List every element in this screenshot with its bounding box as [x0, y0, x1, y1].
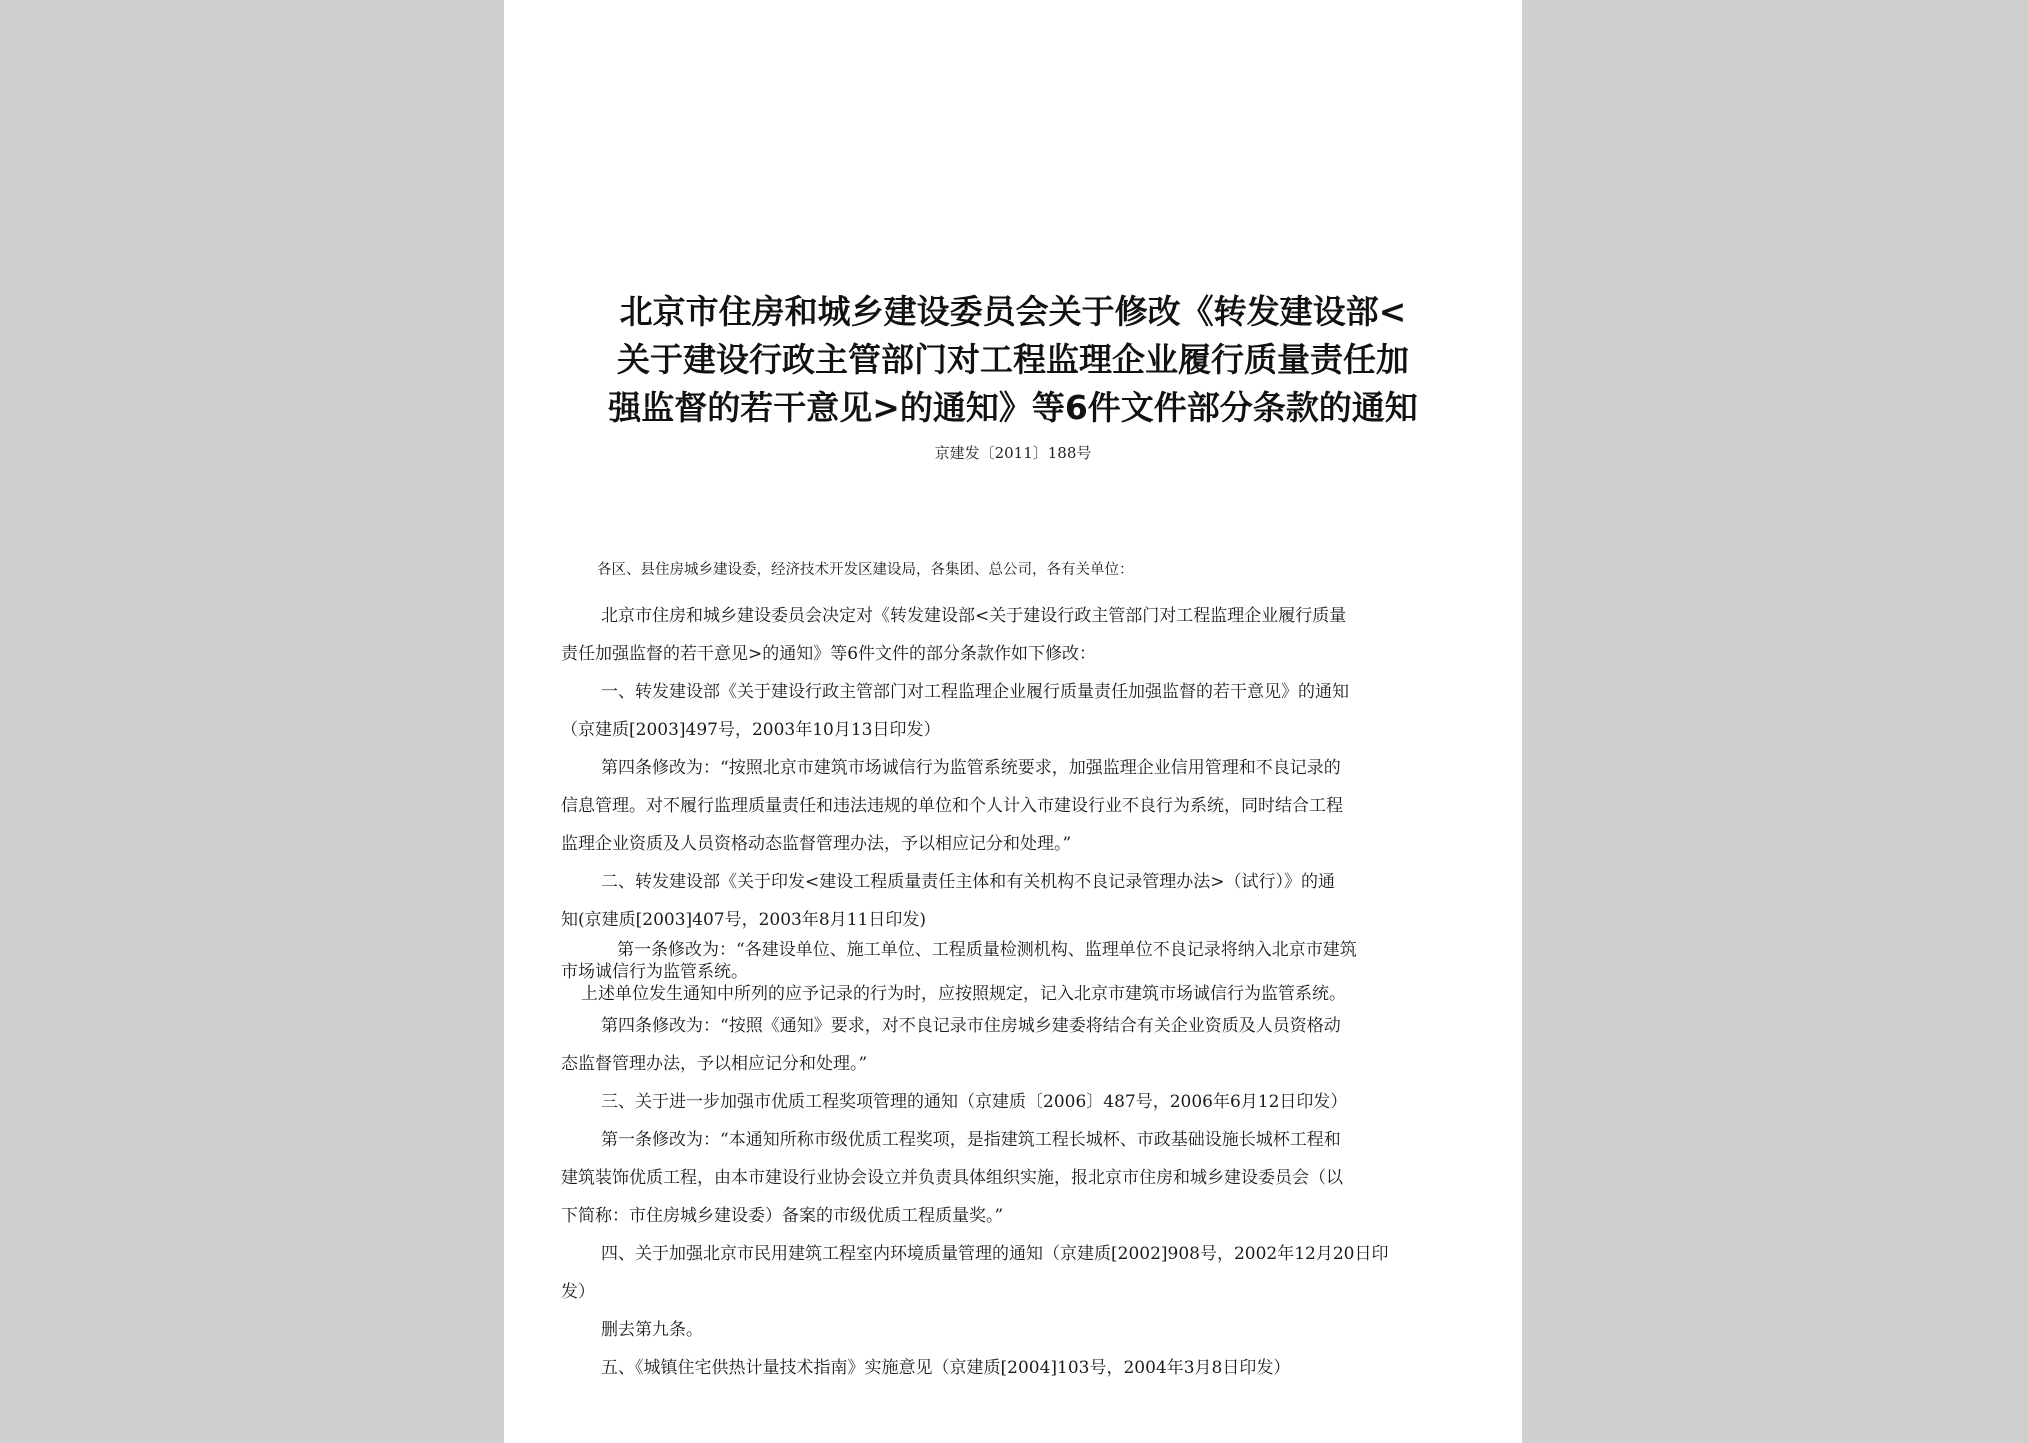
body-line: 监理企业资质及人员资格动态监督管理办法，予以相应记分和处理。”	[561, 834, 1072, 854]
title-line: 强监督的若干意见>的通知》等6件文件部分条款的通知	[608, 388, 1418, 427]
title-line: 北京市住房和城乡建设委员会关于修改《转发建设部<	[619, 292, 1407, 331]
body-line: 知(京建质[2003]407号，2003年8月11日印发)	[561, 910, 926, 930]
section-heading: 四、关于加强北京市民用建筑工程室内环境质量管理的通知（京建质[2002]908号，2002年12月20日印	[601, 1244, 1389, 1264]
body-line: 责任加强监督的若干意见>的通知》等6件文件的部分条款作如下修改：	[561, 644, 1097, 664]
body-line: 删去第九条。	[601, 1320, 703, 1340]
body-line: 建筑装饰优质工程，由本市建设行业协会设立并负责具体组织实施，报北京市住房和城乡建设委员会（以	[561, 1168, 1343, 1188]
section-heading: 三、关于进一步加强市优质工程奖项管理的通知（京建质〔2006〕487号，2006年6月12日印发）	[601, 1092, 1348, 1112]
body-line: 北京市住房和城乡建设委员会决定对《转发建设部<关于建设行政主管部门对工程监理企业履行质量	[601, 606, 1347, 626]
body-line: 第四条修改为：“按照《通知》要求，对不良记录市住房城乡建委将结合有关企业资质及人员资格动	[601, 1016, 1341, 1036]
body-line: 态监督管理办法，予以相应记分和处理。”	[561, 1054, 868, 1074]
body-line: 第四条修改为：“按照北京市建筑市场诚信行为监管系统要求，加强监理企业信用管理和不良记录的	[601, 758, 1341, 778]
section-heading: 一、转发建设部《关于建设行政主管部门对工程监理企业履行质量责任加强监督的若干意见》的通知	[601, 682, 1349, 702]
body-line: 下简称：市住房城乡建设委）备案的市级优质工程质量奖。”	[561, 1206, 1004, 1226]
title-line: 关于建设行政主管部门对工程监理企业履行质量责任加	[617, 340, 1409, 379]
body-line: 上述单位发生通知中所列的应予记录的行为时，应按照规定，记入北京市建筑市场诚信行为监管系统。	[581, 984, 1346, 1004]
addressee-line: 各区、县住房城乡建设委，经济技术开发区建设局，各集团、总公司，各有关单位：	[597, 562, 1134, 578]
body-line: 市场诚信行为监管系统。	[561, 962, 748, 982]
section-heading: 五、《城镇住宅供热计量技术指南》实施意见（京建质[2004]103号，2004年3月8日印发）	[601, 1358, 1291, 1378]
body-line: （京建质[2003]497号，2003年10月13日印发）	[561, 720, 941, 740]
document-number: 京建发〔2011〕188号	[934, 444, 1092, 462]
section-heading: 二、转发建设部《关于印发<建设工程质量责任主体和有关机构不良记录管理办法>（试行）》的通	[601, 872, 1335, 892]
body-line: 发）	[561, 1282, 595, 1302]
document-page	[504, 0, 1522, 1443]
body-line: 信息管理。对不履行监理质量责任和违法违规的单位和个人计入市建设行业不良行为系统，同时结合工程	[561, 796, 1343, 816]
body-line: 第一条修改为：“本通知所称市级优质工程奖项，是指建筑工程长城杯、市政基础设施长城杯工程和	[601, 1130, 1341, 1150]
body-line: 第一条修改为：“各建设单位、施工单位、工程质量检测机构、监理单位不良记录将纳入北京市建筑	[617, 940, 1357, 960]
document-title	[564, 288, 1462, 432]
